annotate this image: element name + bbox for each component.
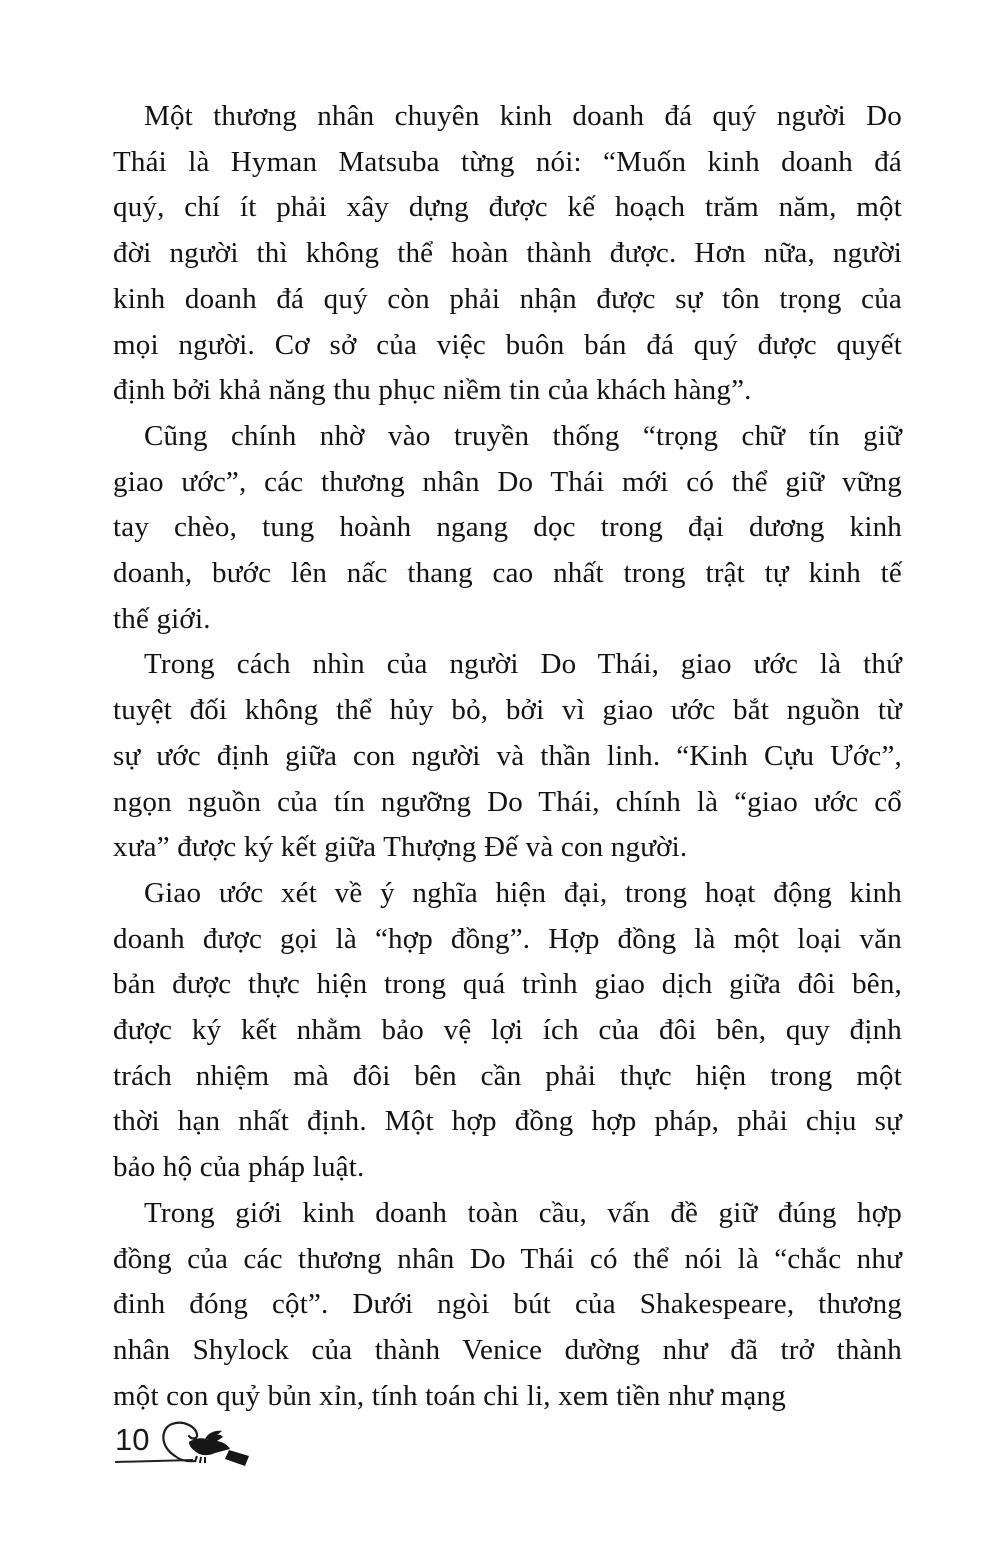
text-line: bản được thực hiện trong quá trình giao dịch giữa đôi bên,	[113, 968, 902, 1001]
text-line: quý, chí ít phải xây dựng được kế hoạch trăm năm, một	[113, 191, 902, 224]
text-line: đời người thì không thể hoàn thành được. Hơn nữa, người	[113, 237, 902, 270]
text-line: kinh doanh đá quý còn phải nhận được sự tôn trọng của	[113, 282, 902, 315]
text-line: trách nhiệm mà đôi bên cần phải thực hiện trong một	[113, 1059, 902, 1092]
text-line: đồng của các thương nhân Do Thái có thể nói là “chắc như	[113, 1242, 902, 1275]
body-text	[113, 94, 902, 1419]
text-line: bảo hộ của pháp luật.	[113, 1151, 365, 1184]
text-line: thời hạn nhất định. Một hợp đồng hợp pháp, phải chịu sự	[113, 1105, 902, 1138]
text-line: định bởi khả năng thu phục niềm tin của khách hàng”.	[113, 374, 752, 407]
text-line: mọi người. Cơ sở của việc buôn bán đá quý được quyết	[113, 328, 902, 361]
text-line: một con quỷ bủn xỉn, tính toán chi li, xem tiền như mạng	[113, 1379, 786, 1412]
text-line: đinh đóng cột”. Dưới ngòi bút của Shakespeare, thương	[113, 1288, 902, 1321]
text-line: tuyệt đối không thể hủy bỏ, bởi vì giao ước bắt nguồn từ	[113, 694, 902, 727]
paragraph	[113, 642, 902, 871]
text-line: xưa” được ký kết giữa Thượng Đế và con người.	[113, 831, 688, 864]
text-line: tay chèo, tung hoành ngang dọc trong đại dương kinh	[113, 511, 902, 544]
flying-bird-ornament-icon	[145, 1412, 255, 1474]
text-line: Trong cách nhìn của người Do Thái, giao ước là thứ	[144, 648, 902, 681]
text-line: doanh, bước lên nấc thang cao nhất trong trật tự kinh tế	[113, 557, 902, 590]
page-number: 10	[115, 1422, 150, 1457]
text-line: được ký kết nhằm bảo vệ lợi ích của đôi bên, quy định	[113, 1014, 902, 1047]
paragraph	[113, 871, 902, 1191]
text-line: sự ước định giữa con người và thần linh. “Kinh Cựu Ước”,	[113, 739, 902, 772]
paragraph	[113, 414, 902, 643]
text-line: nhân Shylock của thành Venice dường như đã trở thành	[113, 1333, 902, 1366]
paragraph	[113, 1191, 902, 1420]
text-line: Trong giới kinh doanh toàn cầu, vấn đề giữ đúng hợp	[144, 1196, 902, 1229]
page-footer	[115, 1418, 315, 1478]
text-line: Cũng chính nhờ vào truyền thống “trọng chữ tín giữ	[144, 419, 902, 452]
text-line: Một thương nhân chuyên kinh doanh đá quý người Do	[144, 100, 902, 132]
text-line: thế giới.	[113, 602, 211, 635]
paragraph	[113, 94, 902, 414]
text-line: Giao ước xét về ý nghĩa hiện đại, trong hoạt động kinh	[144, 876, 902, 909]
text-line: ngọn nguồn của tín ngưỡng Do Thái, chính là “giao ước cổ	[113, 785, 902, 818]
text-line: Thái là Hyman Matsuba từng nói: “Muốn kinh doanh đá	[113, 145, 902, 178]
text-line: giao ước”, các thương nhân Do Thái mới có thể giữ vững	[113, 465, 902, 498]
text-line: doanh được gọi là “hợp đồng”. Hợp đồng là một loại văn	[113, 922, 902, 955]
